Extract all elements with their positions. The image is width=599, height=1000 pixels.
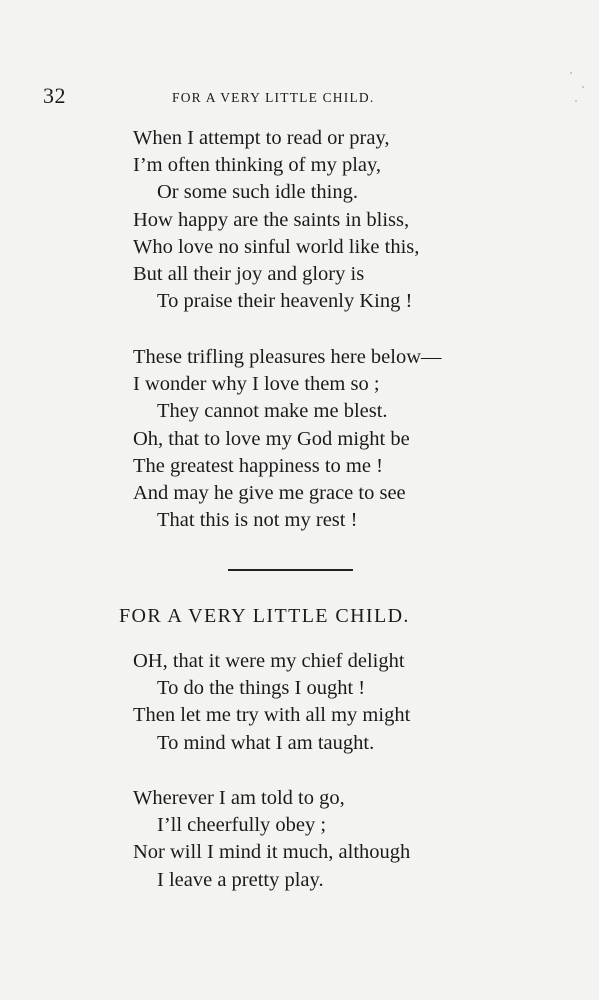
poem-title: FOR A VERY LITTLE CHILD. (119, 605, 410, 627)
verse-line: I’ll cheerfully obey ; (157, 814, 327, 837)
verse-line: Nor will I mind it much, although (133, 841, 411, 864)
verse-line: They cannot make me blest. (157, 400, 388, 423)
verse-line: When I attempt to read or pray, (133, 127, 390, 149)
verse-line: Wherever I am told to go, (133, 787, 345, 809)
verse-line: To praise their heavenly King ! (157, 290, 413, 313)
verse-line: Oh, that to love my God might be (133, 427, 410, 450)
section-divider (228, 569, 353, 571)
verse-line: And may he give me grace to see (133, 481, 406, 504)
verse-line: Or some such idle thing. (157, 181, 358, 204)
poem1-stanza-2 (133, 344, 442, 534)
verse-line: The greatest happiness to me ! (133, 454, 383, 477)
verse-line: To mind what I am taught. (157, 731, 375, 754)
verse-line: That this is not my rest ! (157, 509, 358, 532)
verse-line: How happy are the saints in bliss, (133, 208, 410, 231)
verse-line: I leave a pretty play. (157, 868, 324, 891)
verse-line: But all their joy and glory is (133, 262, 365, 285)
verse-line: These trifling pleasures here below— (133, 346, 442, 368)
paper-speck (575, 100, 577, 102)
verse-line: Then let me try with all my might (133, 704, 411, 727)
poem1-stanza-1 (133, 125, 419, 315)
verse-line: To do the things I ought ! (157, 677, 366, 700)
paper-speck (570, 72, 572, 74)
poem2-stanza-2 (133, 785, 410, 894)
paper-speck (582, 86, 584, 88)
verse-line: I wonder why I love them so ; (133, 373, 380, 396)
poem2-stanza-1 (133, 648, 410, 757)
verse-line: Who love no sinful world like this, (133, 235, 420, 258)
verse-line: I’m often thinking of my play, (133, 154, 382, 177)
verse-line: OH, that it were my chief delight (133, 650, 405, 672)
page-number: 32 (43, 83, 66, 108)
running-title: FOR A VERY LITTLE CHILD. (172, 90, 375, 105)
